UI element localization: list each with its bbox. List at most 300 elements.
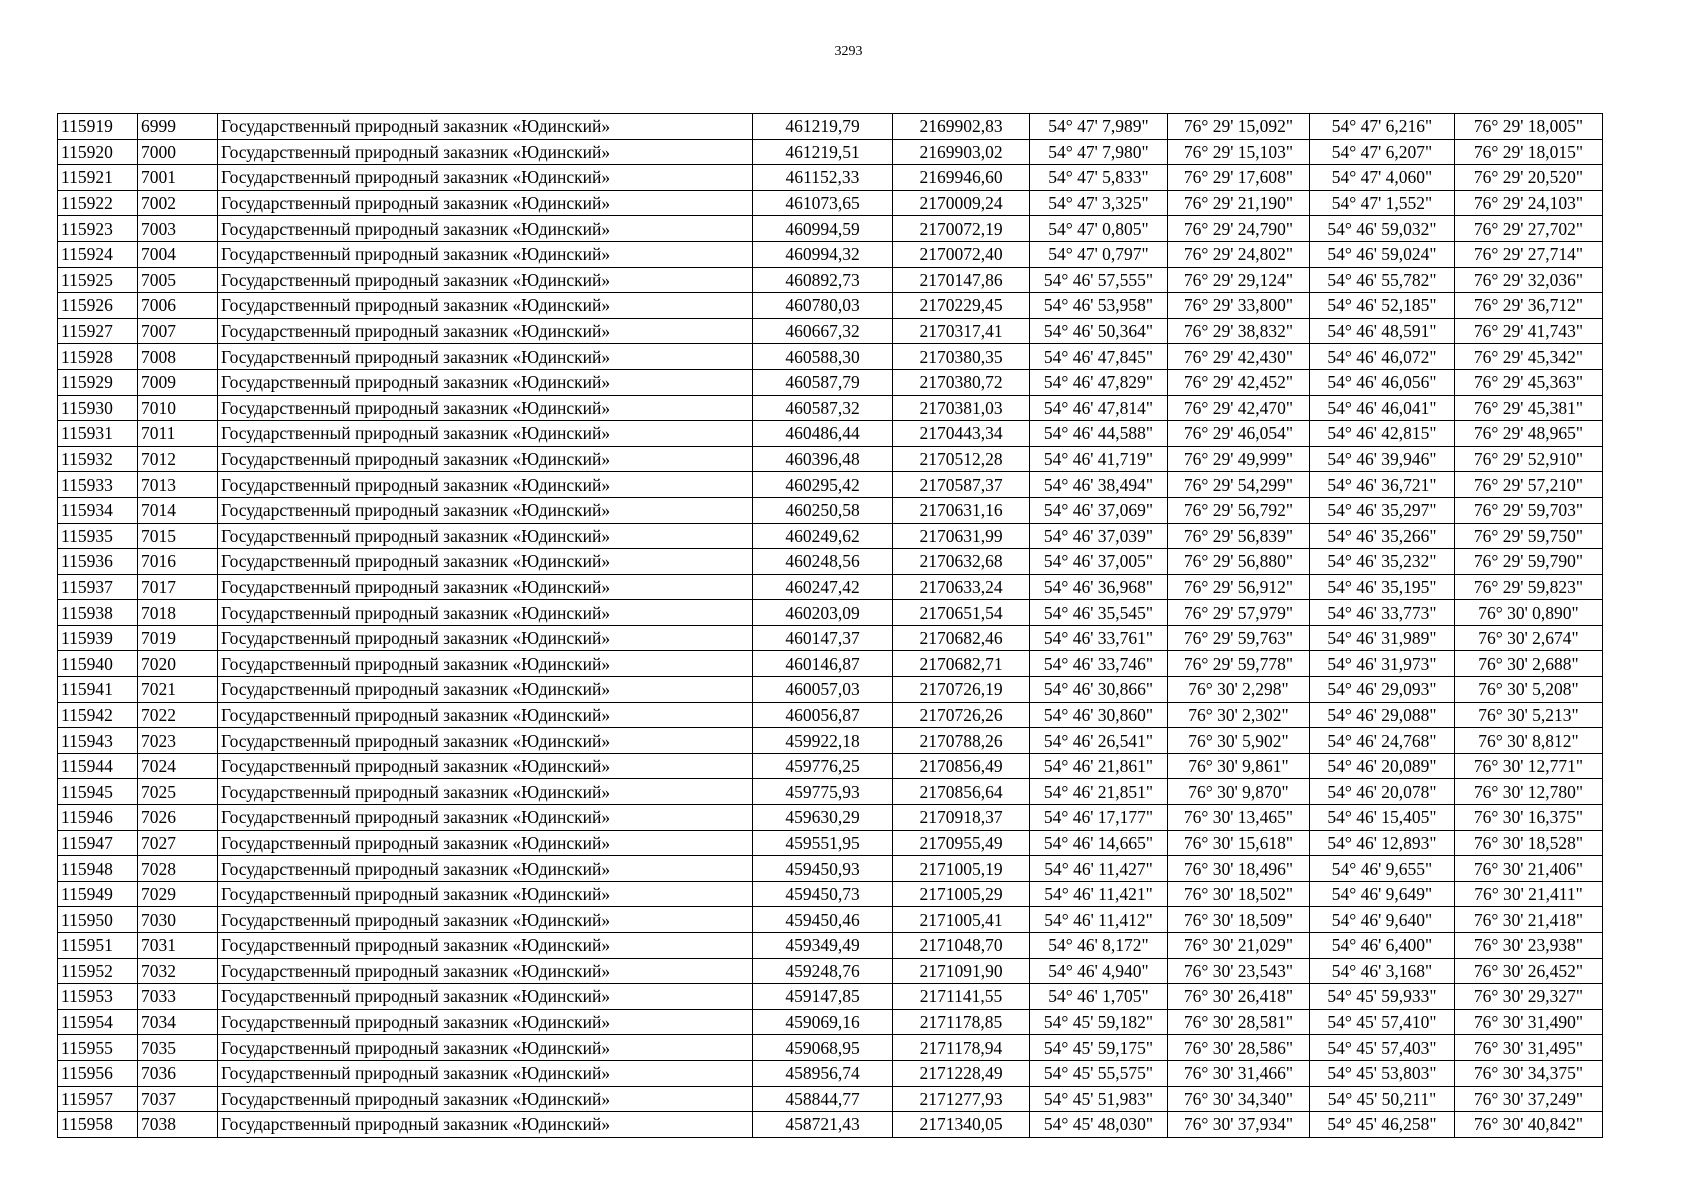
cell-point-number: 7013 (138, 472, 218, 498)
cell-x: 460892,73 (753, 267, 893, 293)
table-row (58, 677, 1603, 703)
cell-y: 2170726,19 (893, 677, 1030, 703)
cell-latitude-2: 54° 46' 35,232" (1310, 549, 1455, 575)
table-row (58, 600, 1603, 626)
table-row (58, 241, 1603, 267)
cell-point-number: 7005 (138, 267, 218, 293)
cell-latitude-1: 54° 46' 11,427" (1030, 856, 1168, 882)
cell-latitude-2: 54° 45' 57,410" (1310, 1009, 1455, 1035)
cell-longitude-1: 76° 29' 56,792" (1168, 497, 1310, 523)
cell-latitude-1: 54° 46' 57,555" (1030, 267, 1168, 293)
cell-longitude-2: 76° 30' 5,208" (1455, 677, 1603, 703)
cell-name: Государственный природный заказник «Юдинский» (218, 856, 753, 882)
cell-latitude-2: 54° 46' 35,297" (1310, 497, 1455, 523)
cell-longitude-2: 76° 30' 5,213" (1455, 702, 1603, 728)
cell-id: 115956 (58, 1060, 138, 1086)
cell-point-number: 7030 (138, 907, 218, 933)
cell-name: Государственный природный заказник «Юдинский» (218, 497, 753, 523)
cell-latitude-2: 54° 46' 42,815" (1310, 421, 1455, 447)
cell-name: Государственный природный заказник «Юдинский» (218, 1035, 753, 1061)
table-row (58, 1060, 1603, 1086)
cell-longitude-2: 76° 29' 41,743" (1455, 318, 1603, 344)
table-row (58, 753, 1603, 779)
cell-latitude-2: 54° 46' 29,093" (1310, 677, 1455, 703)
cell-y: 2170633,24 (893, 574, 1030, 600)
cell-latitude-2: 54° 47' 4,060" (1310, 165, 1455, 191)
cell-longitude-1: 76° 29' 21,190" (1168, 190, 1310, 216)
cell-x: 460587,32 (753, 395, 893, 421)
cell-x: 459922,18 (753, 728, 893, 754)
cell-y: 2171005,19 (893, 856, 1030, 882)
cell-x: 459776,25 (753, 753, 893, 779)
cell-latitude-2: 54° 46' 9,649" (1310, 881, 1455, 907)
cell-longitude-1: 76° 30' 2,302" (1168, 702, 1310, 728)
cell-name: Государственный природный заказник «Юдинский» (218, 984, 753, 1010)
cell-longitude-1: 76° 29' 56,839" (1168, 523, 1310, 549)
table-row (58, 446, 1603, 472)
cell-latitude-1: 54° 46' 36,968" (1030, 574, 1168, 600)
cell-id: 115935 (58, 523, 138, 549)
cell-latitude-2: 54° 46' 59,024" (1310, 241, 1455, 267)
cell-name: Государственный природный заказник «Юдинский» (218, 728, 753, 754)
cell-x: 461219,79 (753, 114, 893, 140)
cell-latitude-1: 54° 46' 37,005" (1030, 549, 1168, 575)
cell-point-number: 7016 (138, 549, 218, 575)
table-row (58, 830, 1603, 856)
cell-latitude-1: 54° 47' 0,805" (1030, 216, 1168, 242)
cell-longitude-1: 76° 30' 18,509" (1168, 907, 1310, 933)
cell-longitude-1: 76° 30' 2,298" (1168, 677, 1310, 703)
cell-y: 2170443,34 (893, 421, 1030, 447)
cell-id: 115924 (58, 241, 138, 267)
table-row (58, 933, 1603, 959)
cell-point-number: 7029 (138, 881, 218, 907)
cell-longitude-2: 76° 30' 12,780" (1455, 779, 1603, 805)
cell-latitude-1: 54° 46' 38,494" (1030, 472, 1168, 498)
cell-latitude-1: 54° 46' 47,814" (1030, 395, 1168, 421)
cell-point-number: 7022 (138, 702, 218, 728)
cell-y: 2170072,19 (893, 216, 1030, 242)
cell-latitude-1: 54° 47' 5,833" (1030, 165, 1168, 191)
cell-point-number: 7004 (138, 241, 218, 267)
cell-latitude-2: 54° 46' 36,721" (1310, 472, 1455, 498)
table-row (58, 805, 1603, 831)
cell-longitude-1: 76° 29' 38,832" (1168, 318, 1310, 344)
cell-name: Государственный природный заказник «Юдинский» (218, 472, 753, 498)
cell-name: Государственный природный заказник «Юдинский» (218, 574, 753, 600)
cell-name: Государственный природный заказник «Юдинский» (218, 702, 753, 728)
cell-longitude-2: 76° 29' 59,703" (1455, 497, 1603, 523)
cell-name: Государственный природный заказник «Юдинский» (218, 753, 753, 779)
cell-longitude-1: 76° 30' 31,466" (1168, 1060, 1310, 1086)
cell-latitude-2: 54° 46' 6,400" (1310, 933, 1455, 959)
cell-x: 460587,79 (753, 369, 893, 395)
cell-x: 460056,87 (753, 702, 893, 728)
cell-id: 115940 (58, 651, 138, 677)
cell-id: 115928 (58, 344, 138, 370)
cell-latitude-2: 54° 46' 52,185" (1310, 293, 1455, 319)
cell-name: Государственный природный заказник «Юдинский» (218, 523, 753, 549)
cell-point-number: 7023 (138, 728, 218, 754)
cell-name: Государственный природный заказник «Юдинский» (218, 1009, 753, 1035)
cell-x: 458844,77 (753, 1086, 893, 1112)
cell-point-number: 7034 (138, 1009, 218, 1035)
cell-id: 115934 (58, 497, 138, 523)
cell-point-number: 7025 (138, 779, 218, 805)
cell-id: 115954 (58, 1009, 138, 1035)
cell-id: 115943 (58, 728, 138, 754)
cell-y: 2170072,40 (893, 241, 1030, 267)
cell-longitude-1: 76° 29' 57,979" (1168, 600, 1310, 626)
cell-id: 115925 (58, 267, 138, 293)
cell-longitude-1: 76° 30' 15,618" (1168, 830, 1310, 856)
cell-longitude-1: 76° 29' 15,092" (1168, 114, 1310, 140)
cell-latitude-2: 54° 47' 6,216" (1310, 114, 1455, 140)
cell-point-number: 7006 (138, 293, 218, 319)
cell-latitude-1: 54° 46' 8,172" (1030, 933, 1168, 959)
cell-latitude-2: 54° 45' 50,211" (1310, 1086, 1455, 1112)
cell-x: 459450,93 (753, 856, 893, 882)
cell-name: Государственный природный заказник «Юдинский» (218, 241, 753, 267)
cell-y: 2170631,16 (893, 497, 1030, 523)
cell-y: 2171228,49 (893, 1060, 1030, 1086)
cell-name: Государственный природный заказник «Юдинский» (218, 600, 753, 626)
cell-latitude-1: 54° 46' 30,860" (1030, 702, 1168, 728)
cell-longitude-2: 76° 29' 57,210" (1455, 472, 1603, 498)
cell-point-number: 7001 (138, 165, 218, 191)
cell-y: 2170587,37 (893, 472, 1030, 498)
cell-longitude-1: 76° 30' 18,496" (1168, 856, 1310, 882)
table-row (58, 369, 1603, 395)
cell-longitude-1: 76° 29' 33,800" (1168, 293, 1310, 319)
cell-y: 2170682,46 (893, 625, 1030, 651)
cell-latitude-1: 54° 46' 44,588" (1030, 421, 1168, 447)
table-row (58, 293, 1603, 319)
cell-x: 460203,09 (753, 600, 893, 626)
cell-latitude-2: 54° 46' 46,056" (1310, 369, 1455, 395)
table-row (58, 702, 1603, 728)
cell-latitude-1: 54° 47' 7,989" (1030, 114, 1168, 140)
cell-longitude-1: 76° 30' 18,502" (1168, 881, 1310, 907)
cell-x: 461152,33 (753, 165, 893, 191)
cell-point-number: 7008 (138, 344, 218, 370)
cell-latitude-1: 54° 47' 7,980" (1030, 139, 1168, 165)
cell-x: 459248,76 (753, 958, 893, 984)
cell-point-number: 7007 (138, 318, 218, 344)
cell-point-number: 7011 (138, 421, 218, 447)
cell-latitude-2: 54° 46' 31,989" (1310, 625, 1455, 651)
cell-longitude-1: 76° 29' 42,452" (1168, 369, 1310, 395)
table-row (58, 472, 1603, 498)
cell-point-number: 7002 (138, 190, 218, 216)
cell-longitude-1: 76° 29' 54,299" (1168, 472, 1310, 498)
cell-longitude-1: 76° 29' 56,880" (1168, 549, 1310, 575)
cell-x: 460295,42 (753, 472, 893, 498)
cell-longitude-2: 76° 29' 20,520" (1455, 165, 1603, 191)
cell-name: Государственный природный заказник «Юдинский» (218, 805, 753, 831)
cell-latitude-2: 54° 46' 33,773" (1310, 600, 1455, 626)
cell-x: 460396,48 (753, 446, 893, 472)
cell-y: 2171091,90 (893, 958, 1030, 984)
cell-latitude-1: 54° 46' 4,940" (1030, 958, 1168, 984)
cell-longitude-1: 76° 30' 28,581" (1168, 1009, 1310, 1035)
cell-name: Государственный природный заказник «Юдинский» (218, 907, 753, 933)
table-row (58, 574, 1603, 600)
cell-y: 2170229,45 (893, 293, 1030, 319)
cell-longitude-2: 76° 30' 8,812" (1455, 728, 1603, 754)
cell-point-number: 7018 (138, 600, 218, 626)
cell-latitude-1: 54° 45' 59,182" (1030, 1009, 1168, 1035)
cell-latitude-1: 54° 46' 11,412" (1030, 907, 1168, 933)
cell-latitude-2: 54° 46' 9,640" (1310, 907, 1455, 933)
cell-id: 115929 (58, 369, 138, 395)
table-row (58, 728, 1603, 754)
cell-latitude-1: 54° 46' 14,665" (1030, 830, 1168, 856)
cell-y: 2171005,41 (893, 907, 1030, 933)
table-row (58, 114, 1603, 140)
cell-id: 115933 (58, 472, 138, 498)
cell-name: Государственный природный заказник «Юдинский» (218, 677, 753, 703)
table-row (58, 958, 1603, 984)
cell-x: 461219,51 (753, 139, 893, 165)
table-row (58, 318, 1603, 344)
cell-latitude-2: 54° 45' 46,258" (1310, 1112, 1455, 1138)
cell-name: Государственный природный заказник «Юдинский» (218, 318, 753, 344)
cell-longitude-2: 76° 29' 59,750" (1455, 523, 1603, 549)
cell-longitude-2: 76° 30' 31,490" (1455, 1009, 1603, 1035)
cell-longitude-1: 76° 29' 49,999" (1168, 446, 1310, 472)
cell-latitude-2: 54° 46' 46,041" (1310, 395, 1455, 421)
cell-y: 2170380,35 (893, 344, 1030, 370)
cell-name: Государственный природный заказник «Юдинский» (218, 881, 753, 907)
cell-name: Государственный природный заказник «Юдинский» (218, 395, 753, 421)
cell-longitude-1: 76° 30' 21,029" (1168, 933, 1310, 959)
cell-x: 460247,42 (753, 574, 893, 600)
cell-latitude-1: 54° 45' 59,175" (1030, 1035, 1168, 1061)
cell-latitude-2: 54° 46' 46,072" (1310, 344, 1455, 370)
cell-latitude-1: 54° 46' 33,746" (1030, 651, 1168, 677)
cell-name: Государственный природный заказник «Юдинский» (218, 1086, 753, 1112)
cell-point-number: 7027 (138, 830, 218, 856)
cell-point-number: 7009 (138, 369, 218, 395)
cell-x: 460667,32 (753, 318, 893, 344)
cell-longitude-2: 76° 29' 24,103" (1455, 190, 1603, 216)
cell-id: 115944 (58, 753, 138, 779)
cell-longitude-1: 76° 30' 13,465" (1168, 805, 1310, 831)
cell-latitude-1: 54° 46' 35,545" (1030, 600, 1168, 626)
cell-latitude-2: 54° 46' 31,973" (1310, 651, 1455, 677)
cell-longitude-2: 76° 30' 26,452" (1455, 958, 1603, 984)
cell-longitude-2: 76° 30' 34,375" (1455, 1060, 1603, 1086)
cell-latitude-1: 54° 46' 21,861" (1030, 753, 1168, 779)
cell-longitude-2: 76° 29' 18,015" (1455, 139, 1603, 165)
cell-latitude-2: 54° 46' 9,655" (1310, 856, 1455, 882)
cell-latitude-2: 54° 46' 12,893" (1310, 830, 1455, 856)
cell-latitude-2: 54° 46' 35,195" (1310, 574, 1455, 600)
table-row (58, 523, 1603, 549)
cell-longitude-2: 76° 30' 2,688" (1455, 651, 1603, 677)
cell-point-number: 6999 (138, 114, 218, 140)
cell-name: Государственный природный заказник «Юдинский» (218, 216, 753, 242)
cell-longitude-2: 76° 30' 29,327" (1455, 984, 1603, 1010)
cell-longitude-2: 76° 29' 32,036" (1455, 267, 1603, 293)
cell-id: 115950 (58, 907, 138, 933)
table-row (58, 651, 1603, 677)
cell-x: 460146,87 (753, 651, 893, 677)
cell-longitude-2: 76° 30' 18,528" (1455, 830, 1603, 856)
cell-longitude-1: 76° 30' 23,543" (1168, 958, 1310, 984)
cell-longitude-2: 76° 30' 40,842" (1455, 1112, 1603, 1138)
cell-x: 459068,95 (753, 1035, 893, 1061)
cell-name: Государственный природный заказник «Юдинский» (218, 625, 753, 651)
cell-y: 2170788,26 (893, 728, 1030, 754)
table-row (58, 1112, 1603, 1138)
cell-name: Государственный природный заказник «Юдинский» (218, 446, 753, 472)
cell-latitude-2: 54° 46' 15,405" (1310, 805, 1455, 831)
cell-x: 460994,59 (753, 216, 893, 242)
cell-latitude-2: 54° 45' 59,933" (1310, 984, 1455, 1010)
cell-id: 115919 (58, 114, 138, 140)
cell-point-number: 7032 (138, 958, 218, 984)
cell-x: 460250,58 (753, 497, 893, 523)
cell-y: 2171178,94 (893, 1035, 1030, 1061)
cell-longitude-2: 76° 29' 48,965" (1455, 421, 1603, 447)
cell-y: 2171340,05 (893, 1112, 1030, 1138)
cell-point-number: 7014 (138, 497, 218, 523)
cell-latitude-2: 54° 46' 29,088" (1310, 702, 1455, 728)
cell-x: 459630,29 (753, 805, 893, 831)
cell-name: Государственный природный заказник «Юдинский» (218, 165, 753, 191)
cell-point-number: 7019 (138, 625, 218, 651)
cell-longitude-2: 76° 29' 45,363" (1455, 369, 1603, 395)
table-row (58, 395, 1603, 421)
cell-latitude-1: 54° 46' 26,541" (1030, 728, 1168, 754)
cell-id: 115955 (58, 1035, 138, 1061)
cell-id: 115949 (58, 881, 138, 907)
cell-longitude-2: 76° 29' 52,910" (1455, 446, 1603, 472)
table-row (58, 549, 1603, 575)
cell-latitude-2: 54° 46' 24,768" (1310, 728, 1455, 754)
cell-x: 459450,46 (753, 907, 893, 933)
cell-y: 2170632,68 (893, 549, 1030, 575)
cell-id: 115930 (58, 395, 138, 421)
page-number: 3293 (834, 44, 863, 59)
cell-x: 459775,93 (753, 779, 893, 805)
cell-longitude-2: 76° 29' 45,342" (1455, 344, 1603, 370)
cell-name: Государственный природный заказник «Юдинский» (218, 344, 753, 370)
table-row (58, 190, 1603, 216)
cell-name: Государственный природный заказник «Юдинский» (218, 139, 753, 165)
cell-x: 459147,85 (753, 984, 893, 1010)
cell-name: Государственный природный заказник «Юдинский» (218, 369, 753, 395)
cell-id: 115927 (58, 318, 138, 344)
cell-x: 458956,74 (753, 1060, 893, 1086)
cell-latitude-1: 54° 46' 47,845" (1030, 344, 1168, 370)
cell-longitude-2: 76° 30' 23,938" (1455, 933, 1603, 959)
cell-point-number: 7024 (138, 753, 218, 779)
cell-point-number: 7028 (138, 856, 218, 882)
cell-latitude-1: 54° 46' 50,364" (1030, 318, 1168, 344)
cell-latitude-1: 54° 45' 51,983" (1030, 1086, 1168, 1112)
cell-x: 460147,37 (753, 625, 893, 651)
cell-latitude-2: 54° 46' 59,032" (1310, 216, 1455, 242)
cell-longitude-1: 76° 30' 26,418" (1168, 984, 1310, 1010)
table-row (58, 907, 1603, 933)
cell-name: Государственный природный заказник «Юдинский» (218, 1060, 753, 1086)
cell-name: Государственный природный заказник «Юдинский» (218, 651, 753, 677)
table-row (58, 1009, 1603, 1035)
cell-y: 2169903,02 (893, 139, 1030, 165)
cell-latitude-2: 54° 45' 57,403" (1310, 1035, 1455, 1061)
cell-id: 115932 (58, 446, 138, 472)
cell-y: 2171048,70 (893, 933, 1030, 959)
cell-id: 115922 (58, 190, 138, 216)
cell-name: Государственный природный заказник «Юдинский» (218, 933, 753, 959)
cell-y: 2170856,49 (893, 753, 1030, 779)
cell-y: 2170512,28 (893, 446, 1030, 472)
cell-latitude-1: 54° 47' 3,325" (1030, 190, 1168, 216)
cell-y: 2170317,41 (893, 318, 1030, 344)
table-row (58, 267, 1603, 293)
cell-id: 115942 (58, 702, 138, 728)
cell-longitude-1: 76° 30' 28,586" (1168, 1035, 1310, 1061)
cell-x: 461073,65 (753, 190, 893, 216)
cell-point-number: 7037 (138, 1086, 218, 1112)
cell-name: Государственный природный заказник «Юдинский» (218, 267, 753, 293)
cell-longitude-1: 76° 30' 5,902" (1168, 728, 1310, 754)
cell-latitude-1: 54° 46' 37,039" (1030, 523, 1168, 549)
cell-name: Государственный природный заказник «Юдинский» (218, 190, 753, 216)
cell-point-number: 7000 (138, 139, 218, 165)
cell-y: 2170147,86 (893, 267, 1030, 293)
cell-id: 115920 (58, 139, 138, 165)
cell-longitude-1: 76° 30' 37,934" (1168, 1112, 1310, 1138)
cell-latitude-1: 54° 47' 0,797" (1030, 241, 1168, 267)
cell-x: 460057,03 (753, 677, 893, 703)
table-row (58, 984, 1603, 1010)
cell-longitude-2: 76° 30' 21,418" (1455, 907, 1603, 933)
cell-name: Государственный природный заказник «Юдинский» (218, 1112, 753, 1138)
cell-id: 115937 (58, 574, 138, 600)
cell-x: 460780,03 (753, 293, 893, 319)
cell-y: 2171277,93 (893, 1086, 1030, 1112)
cell-id: 115921 (58, 165, 138, 191)
cell-longitude-2: 76° 29' 45,381" (1455, 395, 1603, 421)
table-row (58, 1086, 1603, 1112)
cell-x: 459069,16 (753, 1009, 893, 1035)
cell-y: 2171141,55 (893, 984, 1030, 1010)
table-row (58, 625, 1603, 651)
cell-longitude-1: 76° 29' 59,763" (1168, 625, 1310, 651)
cell-latitude-1: 54° 46' 33,761" (1030, 625, 1168, 651)
cell-id: 115952 (58, 958, 138, 984)
cell-longitude-1: 76° 29' 29,124" (1168, 267, 1310, 293)
table-row (58, 344, 1603, 370)
cell-longitude-1: 76° 29' 24,802" (1168, 241, 1310, 267)
cell-point-number: 7026 (138, 805, 218, 831)
cell-point-number: 7017 (138, 574, 218, 600)
cell-point-number: 7020 (138, 651, 218, 677)
table-row (58, 216, 1603, 242)
cell-longitude-2: 76° 29' 59,823" (1455, 574, 1603, 600)
cell-longitude-1: 76° 29' 17,608" (1168, 165, 1310, 191)
cell-x: 460249,62 (753, 523, 893, 549)
cell-id: 115958 (58, 1112, 138, 1138)
cell-id: 115945 (58, 779, 138, 805)
cell-name: Государственный природный заказник «Юдинский» (218, 549, 753, 575)
cell-x: 460994,32 (753, 241, 893, 267)
cell-longitude-1: 76° 29' 42,430" (1168, 344, 1310, 370)
